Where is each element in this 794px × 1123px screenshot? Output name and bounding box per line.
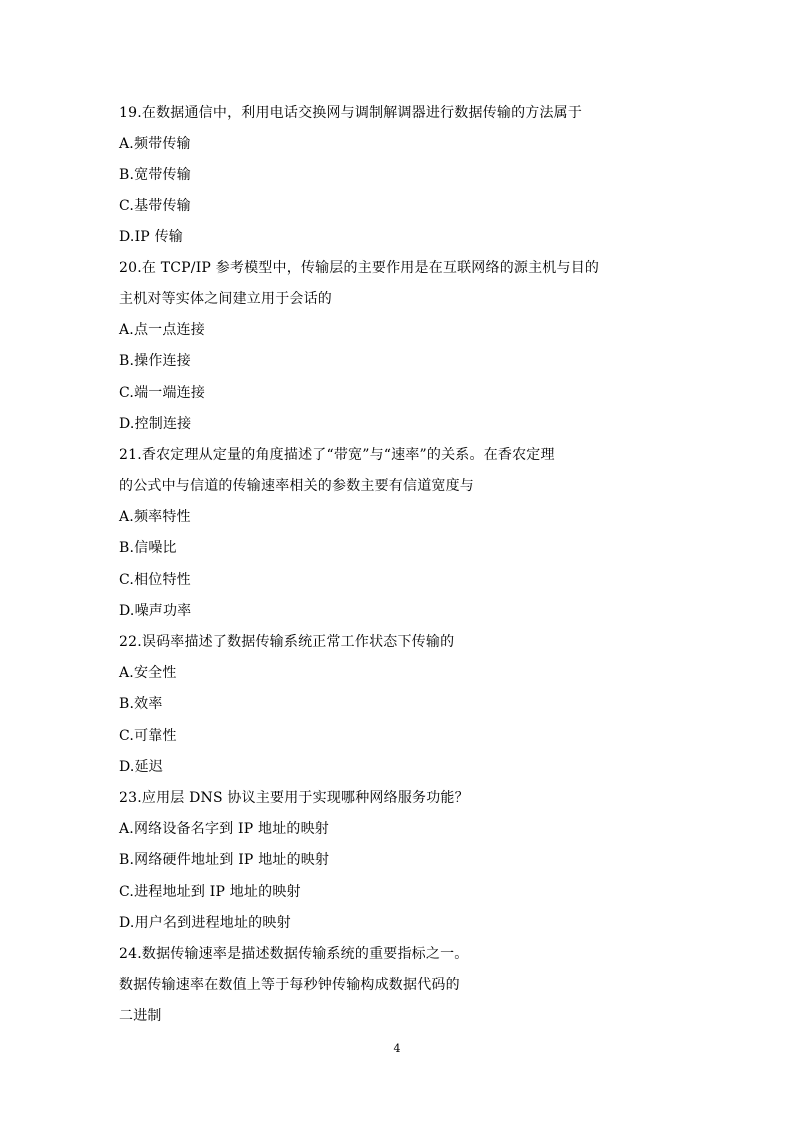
question-21-stem-line-2: 的公式中与信道的传输速率相关的参数主要有信道宽度与	[119, 478, 474, 494]
question-24-stem-line-2: 数据传输速率在数值上等于每秒钟传输构成数据代码的	[119, 977, 460, 993]
question-22-option-a: A.安全性	[119, 665, 177, 681]
question-24-stem-line-1: 24.数据传输速率是描述数据传输系统的重要指标之一。	[119, 946, 469, 962]
question-21-option-c: C.相位特性	[119, 572, 191, 588]
question-22-option-c: C.可靠性	[119, 728, 177, 744]
question-19-option-d: D.IP 传输	[119, 229, 183, 245]
question-21-stem-line-1: 21.香农定理从定量的角度描述了“带宽”与“速率”的关系。在香农定理	[119, 447, 555, 463]
question-19-option-c: C.基带传输	[119, 198, 191, 214]
question-23-option-b: B.网络硬件地址到 IP 地址的映射	[119, 852, 330, 868]
question-19-stem: 19.在数据通信中，利用电话交换网与调制解调器进行数据传输的方法属于	[119, 105, 583, 121]
question-20-option-c: C.端一端连接	[119, 385, 206, 401]
question-23-option-a: A.网络设备名字到 IP 地址的映射	[119, 821, 330, 837]
question-20-stem-line-1: 20.在 TCP/IP 参考模型中，传输层的主要作用是在互联网络的源主机与目的	[119, 260, 600, 276]
question-22-option-b: B.效率	[119, 696, 163, 712]
question-19-option-a: A.频带传输	[119, 136, 191, 152]
question-21-option-a: A.频率特性	[119, 509, 191, 525]
question-21-option-b: B.信噪比	[119, 540, 177, 556]
question-22-stem: 22.误码率描述了数据传输系统正常工作状态下传输的	[119, 634, 455, 650]
question-23-option-c: C.进程地址到 IP 地址的映射	[119, 884, 301, 900]
question-20-stem-line-2: 主机对等实体之间建立用于会话的	[119, 291, 332, 307]
question-19-option-b: B.宽带传输	[119, 167, 191, 183]
question-20-option-a: A.点一点连接	[119, 322, 205, 338]
question-22-option-d: D.延迟	[119, 759, 163, 775]
question-23-option-d: D.用户名到进程地址的映射	[119, 915, 291, 931]
question-21-option-d: D.噪声功率	[119, 603, 192, 619]
question-24-answer: 二进制	[119, 1008, 162, 1024]
question-23-stem: 23.应用层 DNS 协议主要用于实现哪种网络服务功能？	[119, 790, 469, 806]
page-number: 4	[393, 1042, 401, 1055]
question-20-option-d: D.控制连接	[119, 416, 192, 432]
question-20-option-b: B.操作连接	[119, 353, 191, 369]
